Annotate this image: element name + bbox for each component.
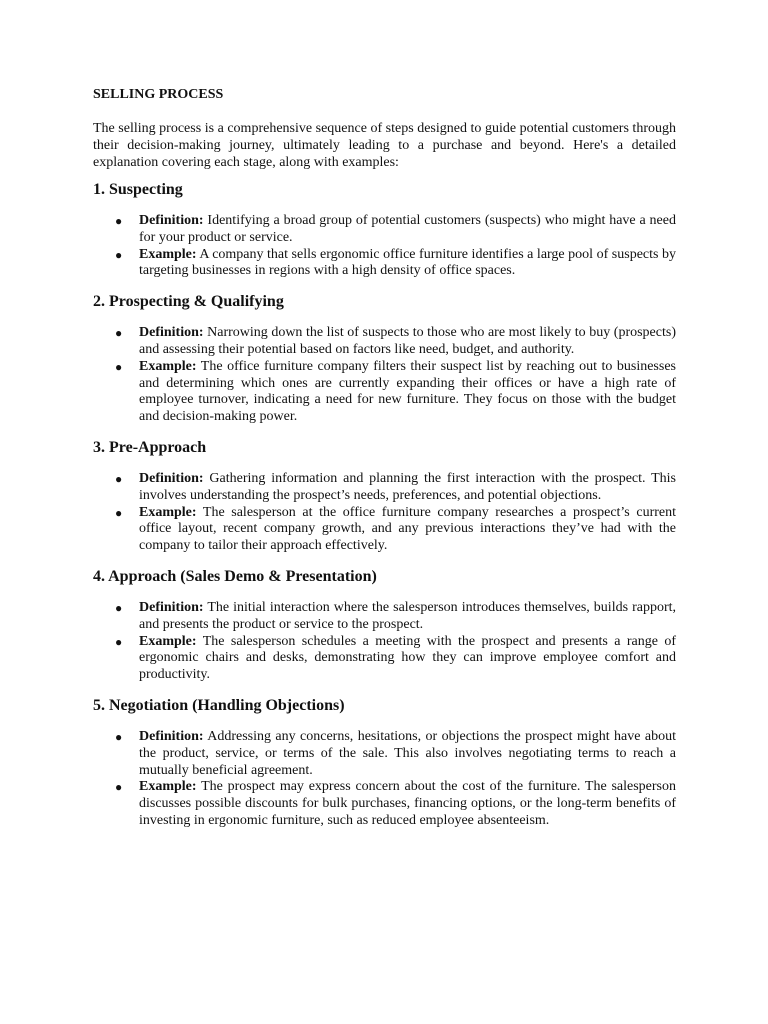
section-heading: 3. Pre-Approach: [93, 438, 207, 456]
item-label: Definition:: [139, 325, 204, 341]
bullet-list: [93, 729, 676, 830]
bullet-icon: ●: [115, 634, 123, 649]
item-text: Narrowing down the list of suspects to those who are most likely to buy (prospects) and assessing their potential based on factors like need, budget, and authority.: [139, 325, 676, 357]
item-label: Example:: [139, 504, 197, 520]
item-text: The salesperson at the office furniture company researches a prospect’s current office layout, recent company growth, and any previous interactions they’ve had with the company to tailor their approach effectively.: [139, 504, 676, 554]
item-label: Example:: [139, 246, 197, 262]
section-negotiation: [93, 696, 676, 830]
item-text: Addressing any concerns, hesitations, or objections the prospect might have about the product, service, or terms of the sale. This also involves negotiating terms to reach a mutually beneficial agreement.: [139, 728, 676, 778]
bullet-icon: ●: [115, 729, 123, 744]
item-label: Example:: [139, 779, 197, 795]
section-approach: [93, 567, 676, 684]
item-label: Definition:: [139, 470, 204, 486]
list-item: [115, 504, 676, 555]
item-text: The initial interaction where the salesperson introduces themselves, builds rapport, and presents the product or service to the prospect.: [139, 599, 676, 632]
item-label: Definition:: [139, 599, 204, 615]
document-page: [93, 86, 676, 842]
section-heading: 4. Approach (Sales Demo & Presentation): [93, 567, 377, 585]
bullet-list: [93, 600, 676, 684]
bullet-icon: ●: [115, 780, 123, 795]
section-heading: 2. Prospecting & Qualifying: [93, 293, 284, 311]
item-label: Example:: [139, 358, 197, 374]
section-pre-approach: [93, 438, 676, 555]
item-label: Definition:: [139, 213, 204, 228]
bullet-icon: ●: [115, 600, 123, 615]
bullet-icon: ●: [115, 471, 123, 486]
bullet-list: [93, 471, 676, 555]
list-item: [115, 633, 676, 684]
list-item: [115, 779, 676, 829]
bullet-icon: ●: [115, 214, 123, 228]
bullet-icon: ●: [115, 326, 123, 341]
list-item: [115, 358, 676, 426]
bullet-list: [93, 213, 676, 280]
bullet-icon: ●: [115, 247, 123, 262]
list-item: [115, 728, 676, 779]
list-item: [115, 325, 676, 359]
item-text: Identifying a broad group of potential customers (suspects) who might have a need for your product or service.: [139, 213, 676, 245]
section-heading: 5. Negotiation (Handling Objections): [93, 696, 345, 714]
section-prospecting: [93, 292, 676, 426]
bullet-icon: ●: [115, 359, 123, 374]
bullet-icon: ●: [115, 505, 123, 520]
list-item: [115, 246, 676, 281]
item-label: Example:: [139, 633, 197, 649]
item-text: The salesperson schedules a meeting with the prospect and presents a range of ergonomic chairs and desks, demonstrating how they can improve employee comfort and productivity.: [139, 633, 676, 683]
item-text: The office furniture company filters their suspect list by reaching out to businesses and determining which ones are currently expanding their offices or have a high rate of employee turnover, indicating a need for new furniture. They focus on those with the budget and decision-making power.: [139, 358, 676, 425]
item-label: Definition:: [139, 728, 204, 744]
section-suspecting: [93, 180, 676, 280]
bullet-list: [93, 325, 676, 426]
document-title: SELLING PROCESS: [93, 87, 224, 102]
intro-paragraph: The selling process is a comprehensive sequence of steps designed to guide potential customers through their decision-making journey, ultimately leading to a purchase and beyond. Here's a detailed explanation covering each stage, along with examples:: [93, 121, 676, 170]
item-text: Gathering information and planning the first interaction with the prospect. This involves understanding the prospect’s needs, preferences, and potential objections.: [139, 470, 676, 503]
list-item: [115, 213, 676, 247]
item-text: The prospect may express concern about the cost of the furniture. The salesperson discusses possible discounts for bulk purchases, financing options, or the long-term benefits of investing in ergonomic furniture, such as reduced employee absenteeism.: [139, 779, 676, 828]
item-text: A company that sells ergonomic office furniture identifies a large pool of suspects by targeting businesses in regions with a high density of office spaces.: [139, 246, 676, 279]
list-item: [115, 470, 676, 505]
section-heading: 1. Suspecting: [93, 181, 183, 198]
list-item: [115, 599, 676, 634]
